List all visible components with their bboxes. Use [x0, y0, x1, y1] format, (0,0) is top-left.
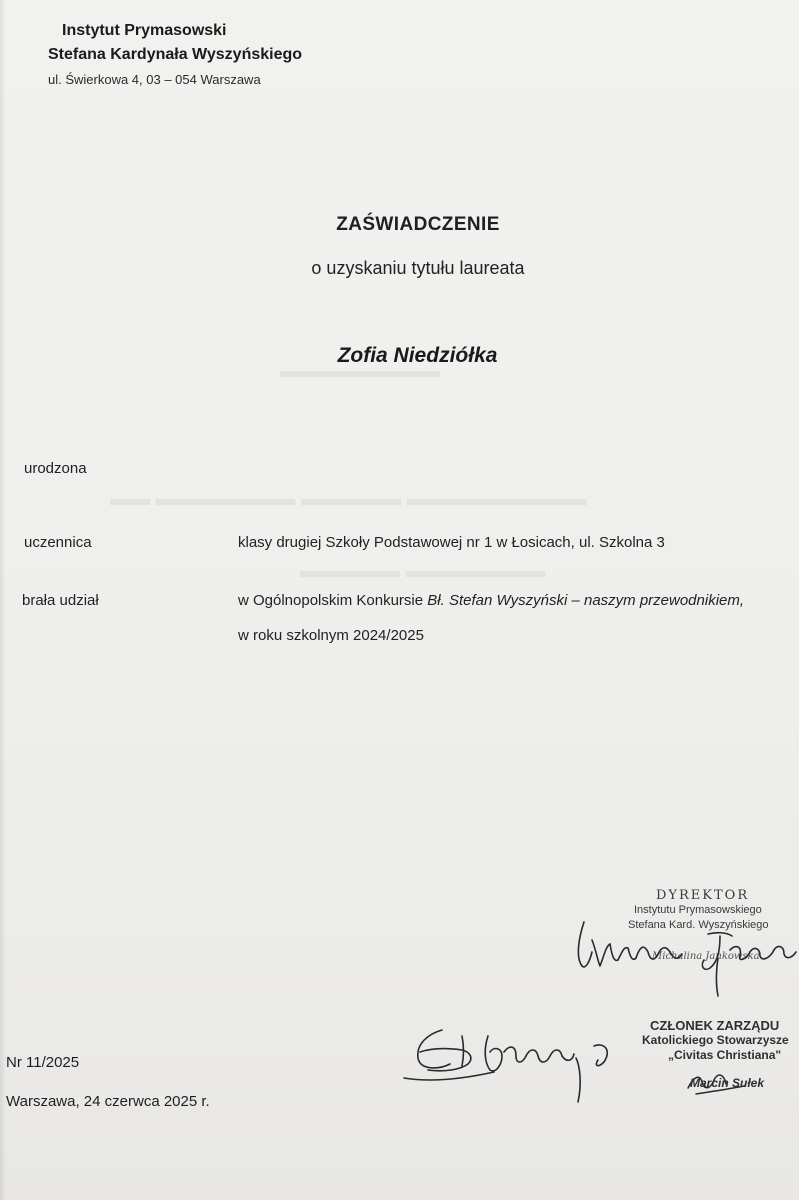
bleed-through-text: ▬▬▬▬▬ ▬▬▬▬▬▬▬ [300, 560, 546, 582]
student-school: klasy drugiej Szkoły Podstawowej nr 1 w Łosicach, ul. Szkolna 3 [238, 534, 665, 551]
director-stamp-heading: DYREKTOR [656, 888, 750, 903]
director-stamp-line2: Stefana Kard. Wyszyńskiego [628, 919, 769, 931]
board-member-stamp-line1: Katolickiego Stowarzysze [642, 1033, 789, 1047]
director-signature [570, 900, 799, 1010]
page-edge-shadow [0, 0, 6, 1200]
contest-line [238, 592, 744, 609]
institution-address: ul. Świerkowa 4, 03 – 054 Warszawa [48, 72, 261, 87]
document-title: ZAŚWIADCZENIE [336, 214, 500, 235]
student-label: uczennica [24, 534, 92, 551]
director-stamp-name: Michalina Jankowska [652, 951, 760, 962]
center-signature [398, 1006, 628, 1116]
born-label: urodzona [24, 460, 87, 477]
board-member-stamp-heading: CZŁONEK ZARZĄDU [650, 1018, 780, 1033]
document-subtitle: o uzyskaniu tytułu laureata [311, 258, 525, 278]
bleed-through-text: ▬▬ ▬▬▬▬▬▬▬ ▬▬▬▬▬ ▬▬▬▬▬▬▬▬▬ [110, 488, 587, 510]
contest-prefix: w Ogólnopolskim Konkursie [238, 592, 428, 609]
bleed-through-text: ▬▬▬▬▬▬▬▬ [280, 360, 440, 382]
school-year: w roku szkolnym 2024/2025 [238, 627, 424, 644]
participated-label: brała udział [22, 592, 99, 609]
board-member-stamp-name: Marcin Sułek [690, 1076, 765, 1090]
contest-name: Bł. Stefan Wyszyński – naszym przewodnikiem, [427, 592, 745, 609]
institution-name-line2: Stefana Kardynała Wyszyńskiego [48, 46, 303, 63]
board-member-signature [684, 1064, 754, 1104]
place-and-date: Warszawa, 24 czerwca 2025 r. [6, 1093, 210, 1110]
recipient-name: Zofia Niedziółka [337, 344, 498, 367]
institution-name-line1: Instytut Prymasowski [62, 22, 227, 39]
director-stamp-line1: Instytutu Prymasowskiego [634, 904, 762, 916]
document-number: Nr 11/2025 [6, 1054, 80, 1071]
board-member-stamp-line2: „Civitas Christiana" [668, 1048, 782, 1062]
